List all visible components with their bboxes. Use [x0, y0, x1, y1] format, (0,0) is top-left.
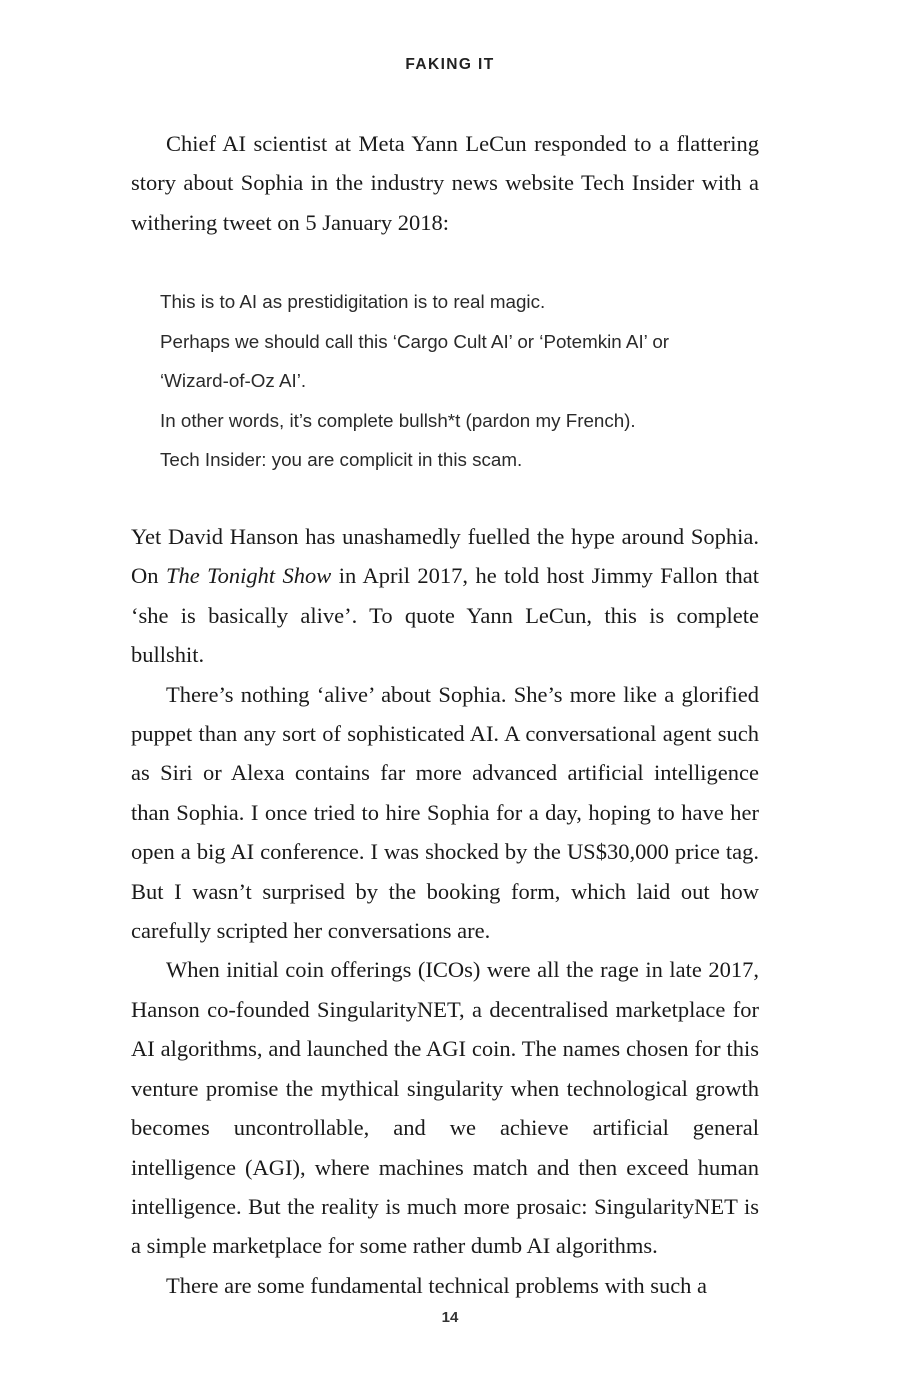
quote-line: Tech Insider: you are complicit in this scam. [160, 449, 523, 470]
page-number: 14 [441, 1309, 459, 1326]
running-head: FAKING IT [405, 56, 495, 73]
paragraph-alive: There’s nothing ‘alive’ about Sophia. She’s more like a glorified puppet than any sort of sophisticated AI. A conversational agent such as Siri or Alexa contains far more advanced artificial intelligence than Sophia. I once tried to hire Sophia for a day, hoping to have her open a big AI conference. I was shocked by the US$30,000 price tag. But I wasn’t surprised by the booking form, which laid out how carefully scripted her conversations are. [131, 681, 759, 944]
quote-line: Perhaps we should call this ‘Cargo Cult AI’ or ‘Potemkin AI’ or [160, 330, 670, 352]
tweet-quote [160, 282, 760, 480]
paragraph-hanson-end: in April 2017, he told host Jimmy Fallon that ‘she is basically alive’. To quote Yann LeCun, this is complete bullshit. [131, 563, 759, 668]
intro-block [131, 124, 759, 242]
show-title: The Tonight Show [165, 563, 332, 589]
quote-line: This is to AI as prestidigitation is to real magic. [160, 291, 546, 312]
quote-line: In other words, it’s complete bullsh*t (pardon my French). [160, 409, 636, 431]
quote-line: ‘Wizard-of-Oz AI’. [160, 370, 307, 391]
paragraph-ico: When initial coin offerings (ICOs) were all the rage in late 2017, Hanson co-founded SingularityNET, a decentralised marketplace for AI algorithms, and launched the AGI coin. The names chosen for this venture promise the mythical singularity when technological growth becomes uncontrollable, and we achieve artificial general intelligence (AGI), where machines match and then exceed human intelligence. But the reality is much more prosaic: SingularityNET is a simple marketplace for some rather dumb AI algorithms. [131, 957, 759, 1259]
paragraph-problems: There are some fundamental technical problems with such a [166, 1272, 708, 1298]
body-text [131, 517, 759, 1305]
paragraph-hanson [131, 517, 759, 675]
paragraph-hanson-start: Yet David Hanson has unashamedly fuelled the hype around Sophia. On [131, 524, 759, 589]
intro-paragraph: Chief AI scientist at Meta Yann LeCun responded to a flattering story about Sophia in the industry news website Tech Insider with a withering tweet on 5 January 2018: [131, 131, 759, 235]
